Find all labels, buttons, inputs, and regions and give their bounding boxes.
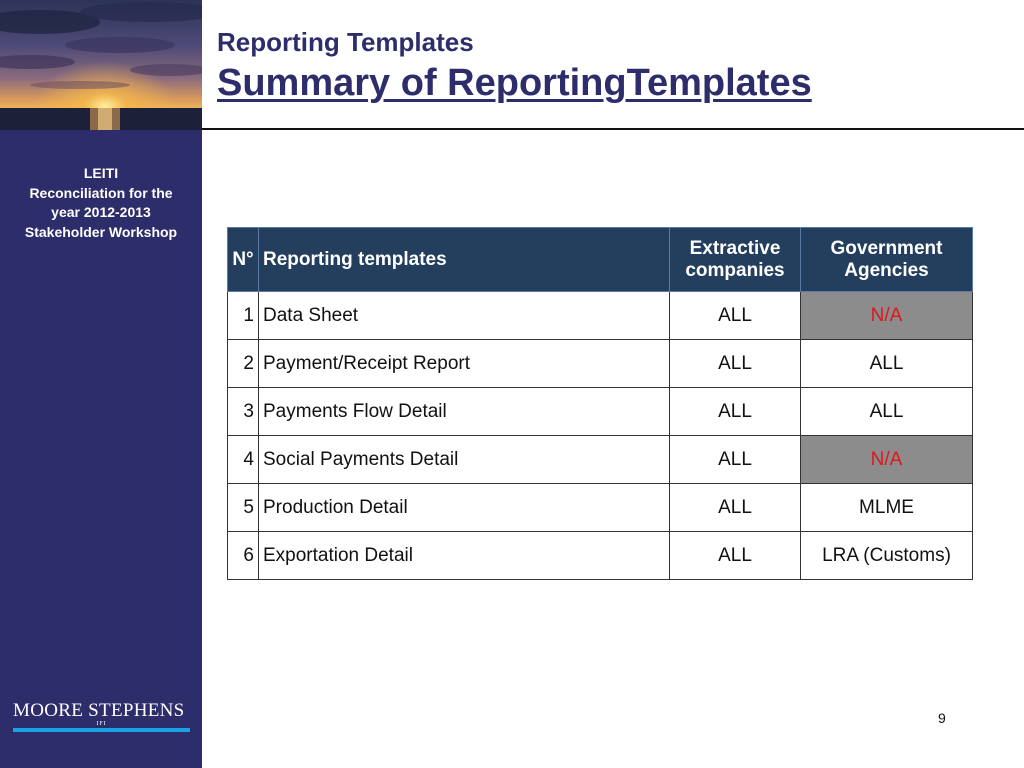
moore-stephens-logo bbox=[13, 700, 190, 732]
row-number: 5 bbox=[228, 484, 259, 532]
table-header-row bbox=[228, 228, 973, 292]
table-row bbox=[228, 340, 973, 388]
row-template-name: Data Sheet bbox=[259, 292, 670, 340]
header-reporting-templates: Reporting templates bbox=[259, 228, 670, 292]
row-number: 1 bbox=[228, 292, 259, 340]
table-row bbox=[228, 532, 973, 580]
row-number: 3 bbox=[228, 388, 259, 436]
row-government: N/A bbox=[801, 436, 973, 484]
logo-subtext: IFI bbox=[96, 721, 107, 727]
row-template-name: Payments Flow Detail bbox=[259, 388, 670, 436]
row-template-name: Social Payments Detail bbox=[259, 436, 670, 484]
sunset-picture bbox=[0, 0, 202, 130]
row-government: ALL bbox=[801, 340, 973, 388]
table-row bbox=[228, 292, 973, 340]
table-row bbox=[228, 436, 973, 484]
header-divider bbox=[202, 128, 1024, 130]
header-number: N° bbox=[228, 228, 259, 292]
row-extractive: ALL bbox=[670, 436, 801, 484]
row-extractive: ALL bbox=[670, 484, 801, 532]
sidebar bbox=[0, 0, 202, 768]
row-template-name: Production Detail bbox=[259, 484, 670, 532]
row-government: ALL bbox=[801, 388, 973, 436]
caption-line: Reconciliation for the bbox=[29, 184, 173, 201]
row-template-name: Exportation Detail bbox=[259, 532, 670, 580]
sunset-image bbox=[0, 0, 202, 130]
row-government: N/A bbox=[801, 292, 973, 340]
caption-line: LEITI bbox=[83, 165, 119, 181]
table-row bbox=[228, 388, 973, 436]
row-extractive: ALL bbox=[670, 532, 801, 580]
header-government-agencies: Government Agencies bbox=[801, 228, 973, 292]
slide-title: Summary of ReportingTemplates bbox=[217, 62, 812, 104]
row-government: MLME bbox=[801, 484, 973, 532]
row-number: 4 bbox=[228, 436, 259, 484]
row-extractive: ALL bbox=[670, 388, 801, 436]
row-government: LRA (Customs) bbox=[801, 532, 973, 580]
reporting-templates-table bbox=[227, 227, 973, 580]
header-extractive-companies: Extractive companies bbox=[670, 228, 801, 292]
caption-line: year 2012-2013 bbox=[51, 204, 151, 220]
row-extractive: ALL bbox=[670, 292, 801, 340]
row-template-name: Payment/Receipt Report bbox=[259, 340, 670, 388]
logo-accent-bar bbox=[13, 728, 190, 732]
section-subtitle: Reporting Templates bbox=[217, 27, 474, 57]
row-number: 2 bbox=[228, 340, 259, 388]
page-number: 9 bbox=[938, 710, 946, 726]
table-row bbox=[228, 484, 973, 532]
row-extractive: ALL bbox=[670, 340, 801, 388]
sidebar-caption bbox=[0, 164, 202, 242]
row-number: 6 bbox=[228, 532, 259, 580]
logo-text: MOORE STEPHENS bbox=[13, 700, 185, 721]
caption-line: Stakeholder Workshop bbox=[24, 223, 178, 240]
